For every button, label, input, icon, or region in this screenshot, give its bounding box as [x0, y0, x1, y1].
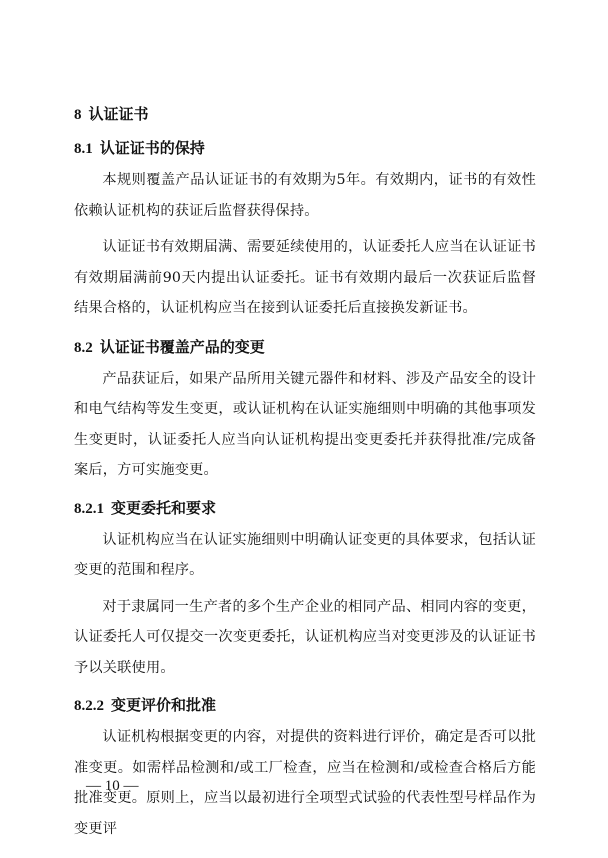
paragraph: 认证证书有效期届满、需要延续使用的，认证委托人应当在认证证书有效期届满前90天内提出认证委托。证书有效期内最后一次获证后监督结果合格的，认证机构应当在接到认证委托后直接换发新证书。 — [74, 239, 536, 316]
section-heading-8-2-2 — [74, 695, 536, 716]
section-title: 认证证书 — [88, 105, 149, 123]
section-number: 8.2 — [74, 339, 93, 356]
section-heading-8-2 — [74, 337, 536, 358]
paragraph: 认证机构应当在认证实施细则中明确认证变更的具体要求，包括认证变更的范围和程序。 — [74, 531, 536, 578]
paragraph: 产品获证后，如果产品所用关键元器件和材料、涉及产品安全的设计和电气结构等发生变更，或认证机构在认证实施细则中明确的其他事项发生变更时，认证委托人应当向认证机构提出变更委托并获得批准/完成备案后，方可实施变更。 — [74, 370, 536, 478]
section-number: 8.1 — [74, 141, 93, 157]
section-title: 变更评价和批准 — [111, 696, 217, 714]
section-heading-8 — [74, 104, 536, 125]
page-number: — 10 — — [86, 778, 139, 794]
section-heading-8-1 — [74, 138, 536, 159]
section-number: 8.2.1 — [74, 500, 104, 517]
paragraph: 认证机构根据变更的内容，对提供的资料进行评价，确定是否可以批准变更。如需样品检测和/或工厂检查，应当在检测和/或检查合格后方能批准变更。原则上，应当以最初进行全项型式试验的代表性型号样品作为变更评 — [74, 729, 536, 837]
paragraph: 对于隶属同一生产者的多个生产企业的相同产品、相同内容的变更，认证委托人可仅提交一次变更委托，认证机构应当对变更涉及的认证证书予以关联使用。 — [74, 598, 536, 676]
section-title: 认证证书的保持 — [99, 139, 205, 157]
paragraph: 本规则覆盖产品认证证书的有效期为5年。有效期内，证书的有效性依赖认证机构的获证后监督获得保持。 — [74, 172, 536, 219]
section-number: 8.2.2 — [74, 698, 104, 714]
section-title: 认证证书覆盖产品的变更 — [99, 337, 265, 356]
section-number: 8 — [74, 107, 82, 123]
section-title: 变更委托和要求 — [111, 498, 217, 517]
document-body — [74, 104, 536, 844]
section-heading-8-2-1 — [74, 498, 536, 519]
